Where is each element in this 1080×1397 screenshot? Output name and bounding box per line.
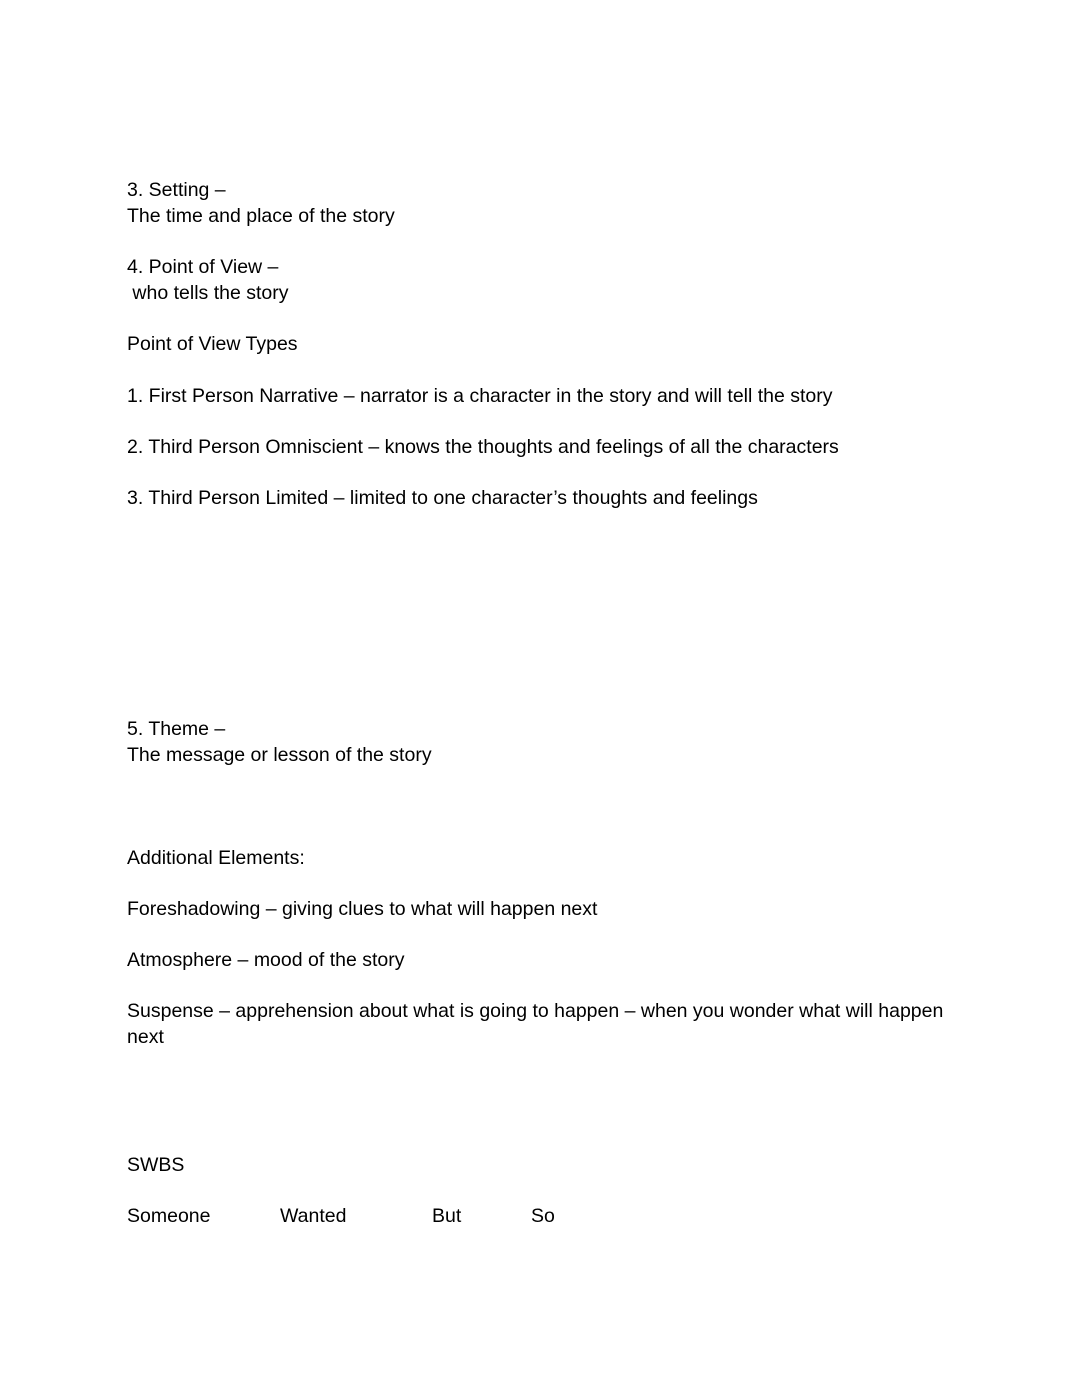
setting-heading: 3. Setting – (127, 179, 226, 201)
additional-elements-heading: Additional Elements: (127, 847, 305, 869)
swbs-so: So (531, 1205, 555, 1227)
atmosphere-definition: Atmosphere – mood of the story (127, 949, 405, 971)
swbs-heading: SWBS (127, 1154, 185, 1176)
pov-type-first-person: 1. First Person Narrative – narrator is a character in the story and will tell the story (127, 385, 833, 407)
setting-definition: The time and place of the story (127, 205, 395, 227)
swbs-but: But (432, 1205, 462, 1227)
point-of-view-definition: who tells the story (127, 282, 289, 304)
pov-type-third-omniscient: 2. Third Person Omniscient – knows the thoughts and feelings of all the characters (127, 436, 839, 458)
foreshadowing-definition: Foreshadowing – giving clues to what will happen next (127, 898, 598, 920)
theme-heading: 5. Theme – (127, 718, 226, 740)
theme-definition: The message or lesson of the story (127, 744, 432, 766)
suspense-definition-continued: next (127, 1026, 164, 1048)
swbs-wanted: Wanted (280, 1205, 347, 1227)
swbs-someone: Someone (127, 1205, 211, 1227)
point-of-view-heading: 4. Point of View – (127, 256, 279, 278)
pov-type-third-limited: 3. Third Person Limited – limited to one character’s thoughts and feelings (127, 487, 758, 509)
suspense-definition: Suspense – apprehension about what is going to happen – when you wonder what will happen (127, 1000, 944, 1022)
point-of-view-types-heading: Point of View Types (127, 333, 298, 355)
swbs-columns (127, 1203, 727, 1229)
